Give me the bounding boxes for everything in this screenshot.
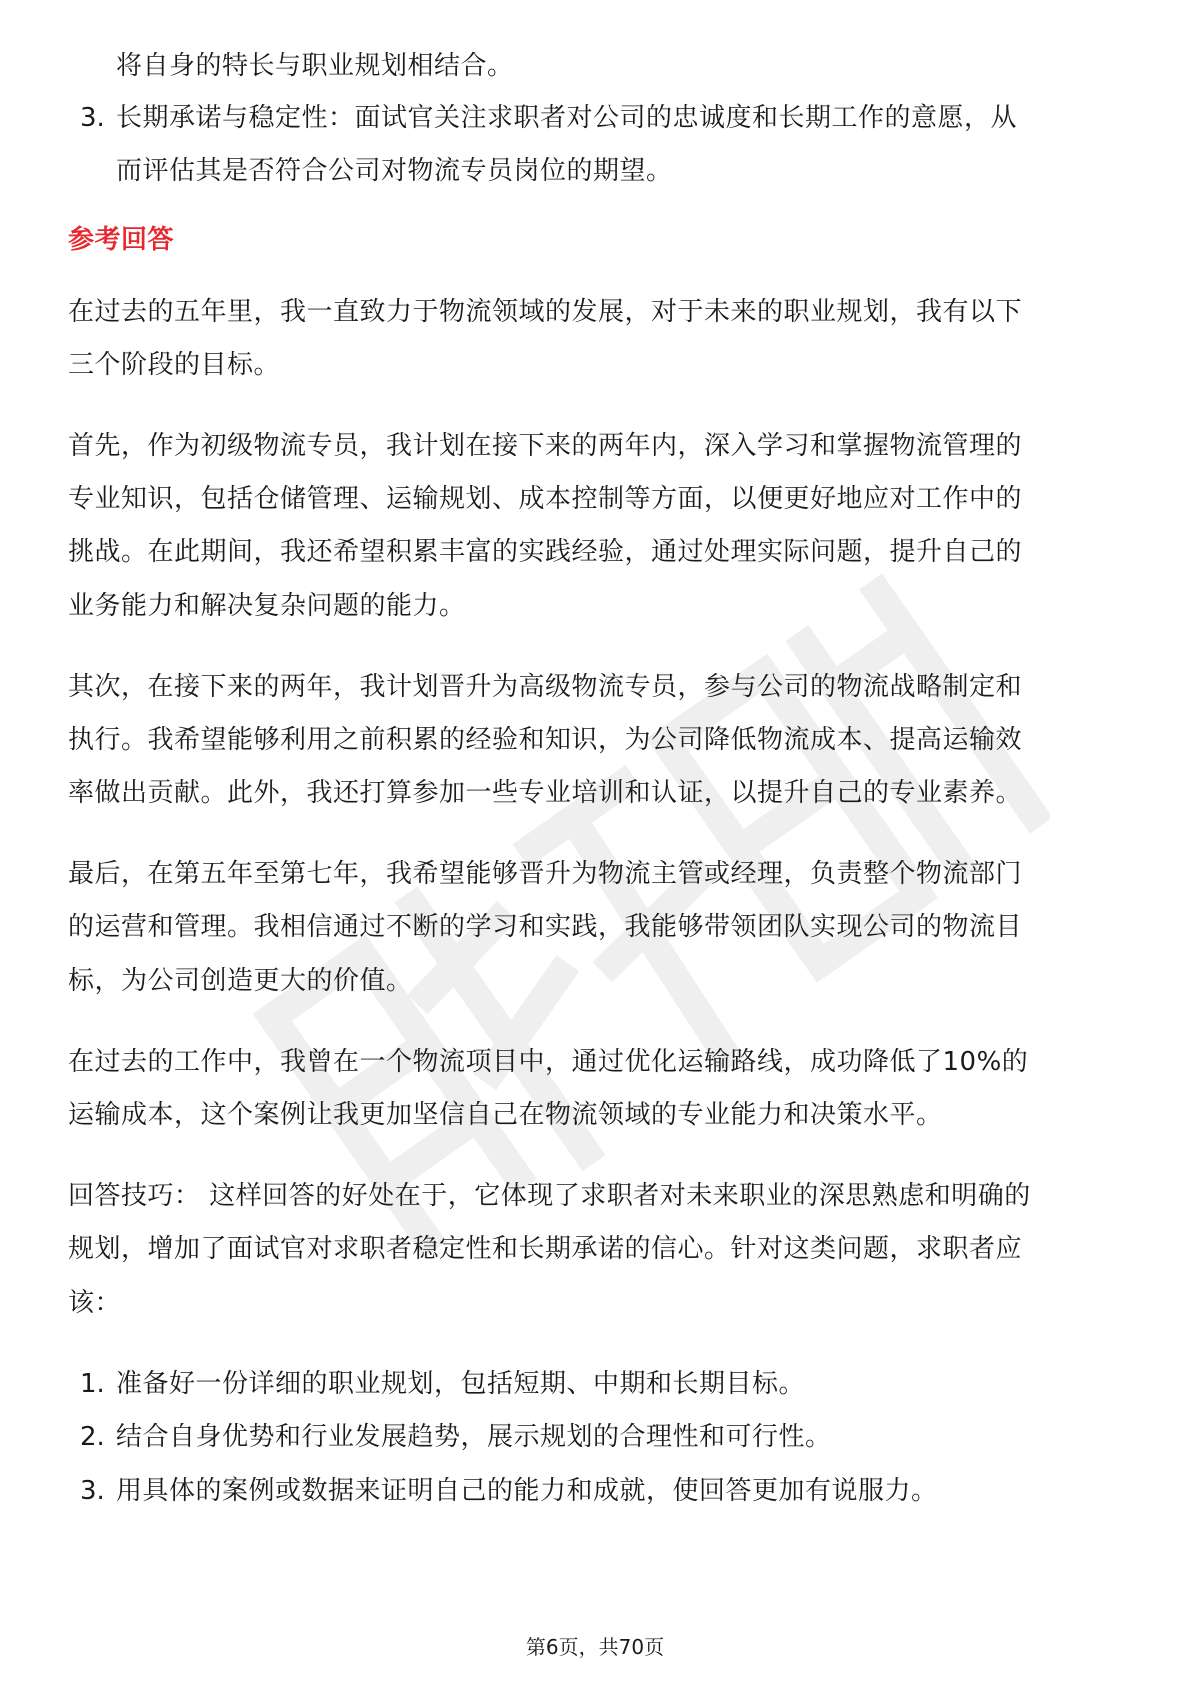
list-item-text: 用具体的案例或数据来证明自己的能力和成就，使回答更加有说服力。: [116, 1476, 938, 1506]
paragraph-line: 在过去的五年里，我一直致力于物流领域的发展，对于未来的职业规划，我有以下: [68, 297, 1023, 327]
paragraph-line: 专业知识，包括仓储管理、运输规划、成本控制等方面，以便更好地应对工作中的: [68, 484, 1023, 514]
paragraph-line: 回答技巧： 这样回答的好处在于，它体现了求职者对未来职业的深思熟虑和明确的: [68, 1181, 1031, 1211]
paragraph-line: 该：: [68, 1288, 122, 1318]
list-item-continuation: 将自身的特长与职业规划相结合。: [116, 51, 514, 81]
page-footer: 第6页，共70页: [525, 1635, 665, 1659]
paragraph-line: 率做出贡献。此外，我还打算参加一些专业培训和认证，以提升自己的专业素养。: [68, 778, 1023, 808]
paragraph-line: 业务能力和解决复杂问题的能力。: [68, 591, 466, 621]
paragraph-line: 运输成本，这个案例让我更加坚信自己在物流领域的专业能力和决策水平。: [68, 1100, 943, 1130]
paragraph-line: 最后，在第五年至第七年，我希望能够晋升为物流主管或经理，负责整个物流部门: [68, 859, 1023, 889]
list-item-text: 结合自身优势和行业发展趋势，展示规划的合理性和可行性。: [116, 1422, 832, 1452]
list-item-text: 而评估其是否符合公司对物流专员岗位的期望。: [116, 156, 673, 186]
section-heading: 参考回答: [68, 225, 175, 255]
list-item-number: 3.: [80, 1476, 105, 1506]
paragraph-line: 标，为公司创造更大的价值。: [68, 966, 413, 996]
list-item-number: 1.: [80, 1369, 105, 1399]
paragraph-line: 首先，作为初级物流专员，我计划在接下来的两年内，深入学习和掌握物流管理的: [68, 431, 1023, 461]
paragraph-line: 执行。我希望能够利用之前积累的经验和知识，为公司降低物流成本、提高运输效: [68, 725, 1023, 755]
list-item-text: 准备好一份详细的职业规划，包括短期、中期和长期目标。: [116, 1369, 806, 1399]
list-item-number: 3.: [80, 103, 105, 133]
paragraph-line: 的运营和管理。我相信通过不断的学习和实践，我能够带领团队实现公司的物流目: [68, 912, 1023, 942]
list-item-text: 长期承诺与稳定性：面试官关注求职者对公司的忠诚度和长期工作的意愿，从: [116, 103, 1018, 133]
paragraph-line: 三个阶段的目标。: [68, 350, 281, 380]
paragraph-line: 挑战。在此期间，我还希望积累丰富的实践经验，通过处理实际问题，提升自己的: [68, 537, 1023, 567]
paragraph-line: 在过去的工作中，我曾在一个物流项目中，通过优化运输路线，成功降低了10%的: [68, 1047, 1029, 1077]
paragraph-line: 规划，增加了面试官对求职者稳定性和长期承诺的信心。针对这类问题，求职者应: [68, 1234, 1023, 1264]
list-item-number: 2.: [80, 1422, 105, 1452]
paragraph-line: 其次，在接下来的两年，我计划晋升为高级物流专员，参与公司的物流战略制定和: [68, 672, 1023, 702]
